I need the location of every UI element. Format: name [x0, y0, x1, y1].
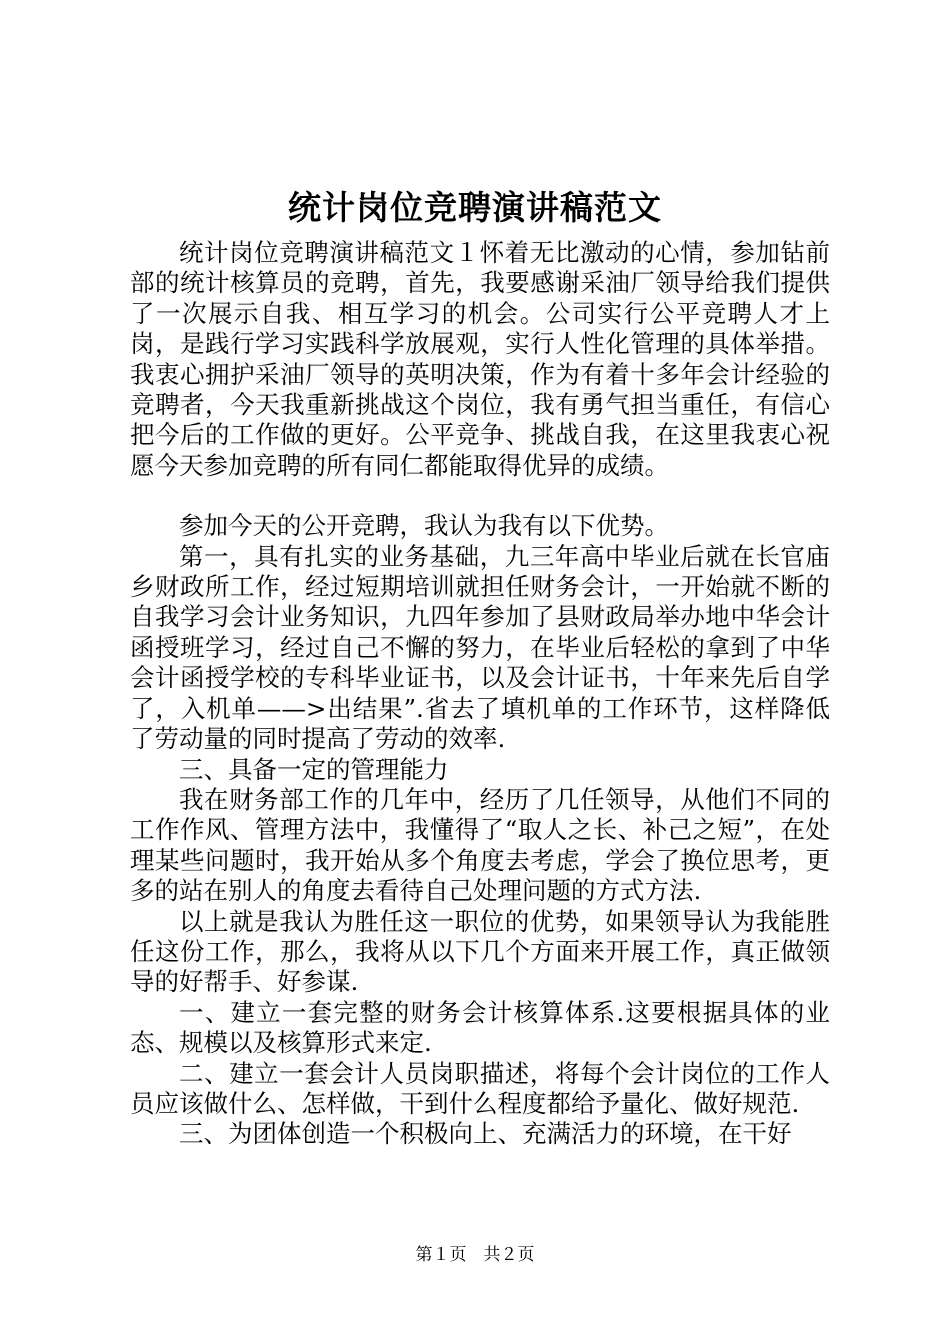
paragraph-first-advantage: 第一，具有扎实的业务基础，九三年高中毕业后就在长官庙乡财政所工作，经过短期培训就担任财务会计，一开始就不断的自我学习会计业务知识，九四年参加了县财政局举办地中华会计函授班学习，经过自己不懈的努力，在毕业后轻松的拿到了中华会计函授学校的专科毕业证书，以及会计证书，十年来先后自学了，入机单——>出结果”.省去了填机单的工作环节，这样降低了劳动量的同时提高了劳动的效率. [130, 541, 830, 754]
paragraph-advantages-lead: 参加今天的公开竞聘，我认为我有以下优势。 [179, 511, 669, 541]
paragraph-plan-one: 一、建立一套完整的财务会计核算体系.这要根据具体的业态、规模以及核算形式来定. [130, 997, 830, 1058]
page-number-footer: 第１页 共２页 [415, 1245, 535, 1265]
document-body [130, 238, 830, 1150]
paragraph-intro: 统计岗位竞聘演讲稿范文１怀着无比激动的心情，参加钻前部的统计核算员的竞聘，首先，我要感谢采油厂领导给我们提供了一次展示自我、相互学习的机会。公司实行公平竞聘人才上岗，是践行学习实践科学放展观，实行人性化管理的具体举措。我衷心拥护采油厂领导的英明决策，作为有着十多年会计经验的竞聘者，今天我重新挑战这个岗位，我有勇气担当重任，有信心把今后的工作做的更好。公平竞争、挑战自我，在这里我衷心祝愿今天参加竞聘的所有同仁都能取得优异的成绩。 [130, 238, 830, 480]
document-title: 统计岗位竞聘演讲稿范文 [288, 188, 662, 227]
paragraph-management-heading: 三、具备一定的管理能力 [179, 754, 449, 784]
paragraph-plan-two: 二、建立一套会计人员岗职描述，将每个会计岗位的工作人员应该做什么、怎样做，干到什么程度都给予量化、做好规范. [130, 1058, 830, 1118]
paragraph-summary: 以上就是我认为胜任这一职位的优势，如果领导认为我能胜任这份工作，那么，我将从以下几个方面来开展工作，真正做领导的好帮手、好参谋. [130, 906, 830, 997]
paragraph-management-detail: 我在财务部工作的几年中，经历了几任领导，从他们不同的工作作风、管理方法中，我懂得了“取人之长、补己之短”，在处理某些问题时，我开始从多个角度去考虑，学会了换位思考，更多的站在别人的角度去看待自己处理问题的方式方法. [130, 784, 830, 906]
paragraph-plan-three: 三、为团体创造一个积极向上、充满活力的环境，在干好 [179, 1119, 792, 1149]
